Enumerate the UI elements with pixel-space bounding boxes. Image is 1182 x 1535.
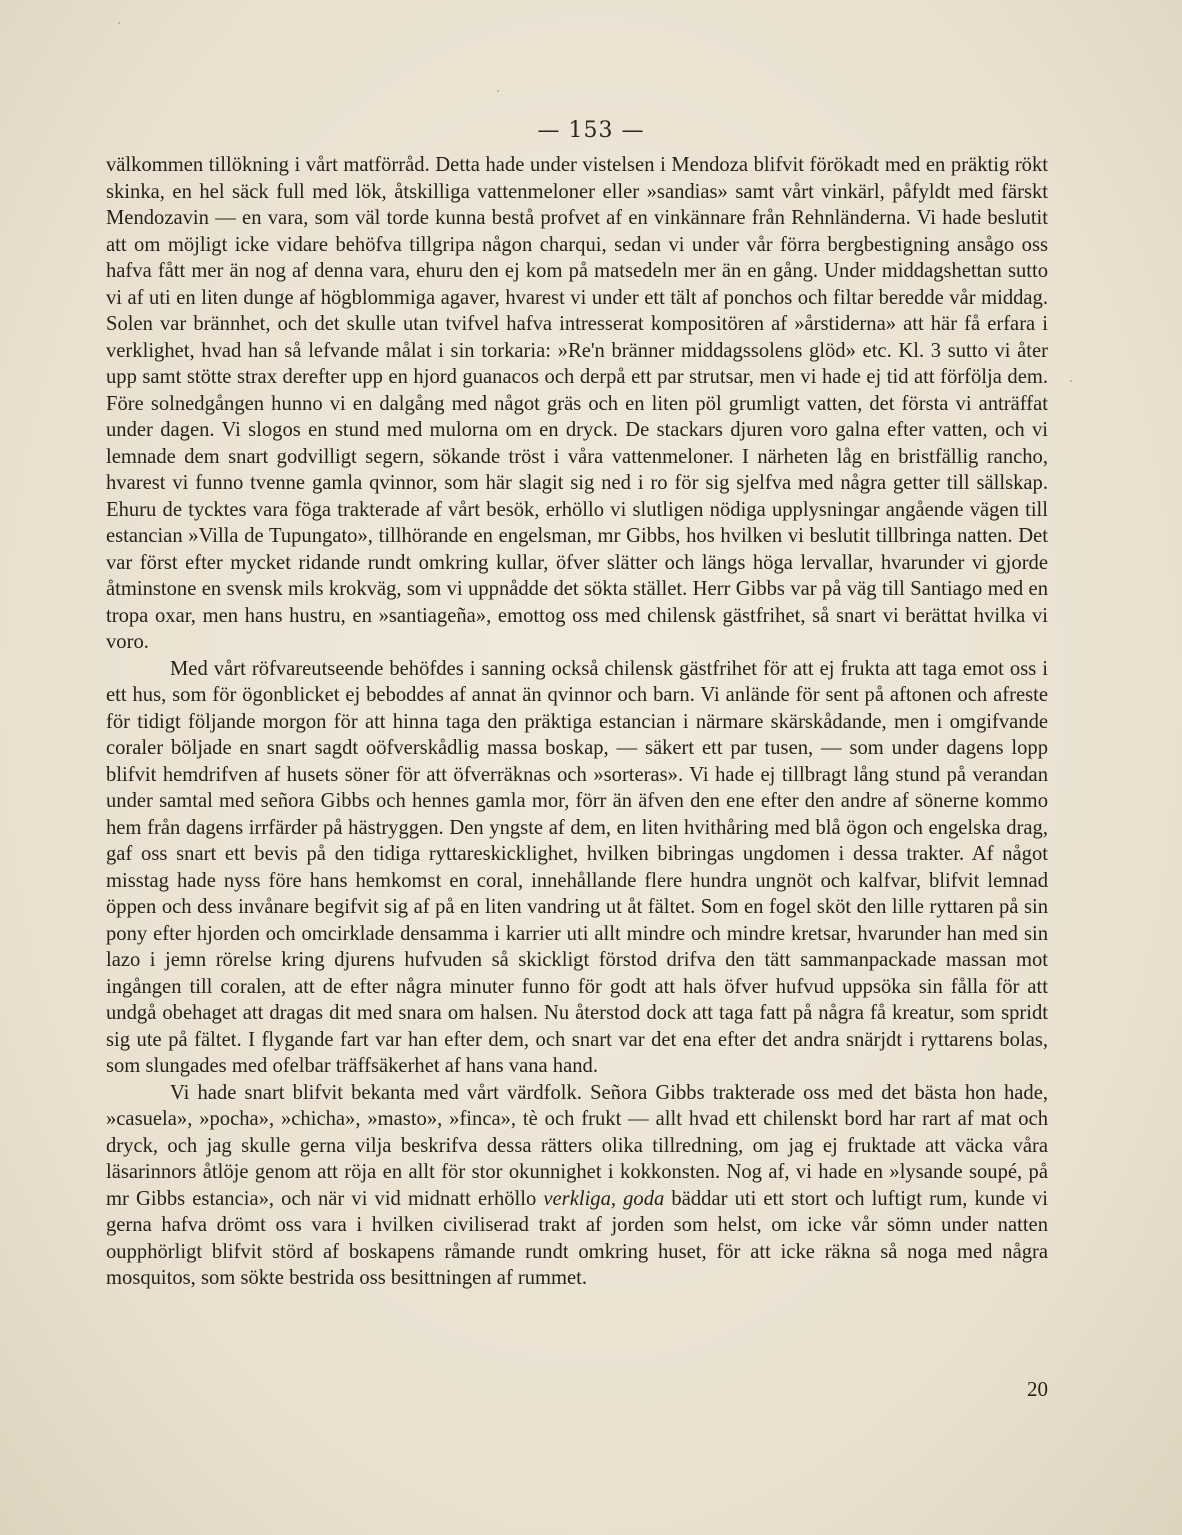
paragraph-1: välkommen tillökning i vårt matförråd. Detta hade under vistelsen i Mendoza blifvit förökadt med en präktig rökt skinka, en hel säck full med lök, åtskilliga vattenmeloner eller »sandias» samt vårt vinkärl, påfyldt med färskt Mendozavin — en vara, som väl torde kunna bestå profvet af en vinkännare från Rehnländerna. Vi hade beslutit att om möjligt icke vidare behöfva tillgripa någon charqui, sedan vi under vår förra bergbestigning ansågo oss hafva fått mer än nog af denna vara, ehuru den ej kom på matsedeln mer än en gång. Under middagshettan sutto vi af uti en liten dunge af högblommiga agaver, hvarest vi under ett tält af ponchos och filtar beredde vår middag. Solen var brännhet, och det skulle utan tvifvel hafva intresserat kompositören af »årstiderna» att här få erfara i verklighet, hvad han så lefvande målat i sin torkaria: »Re'n bränner middagssolens glöd» etc. Kl. 3 sutto vi åter upp samt stötte strax derefter upp en hjord guanacos och derpå ett par strutsar, men vi hade ej tid att förfölja dem. Före solnedgången hunno vi en dalgång med något gräs och en liten pöl grumligt vatten, det första vi anträffat under dagen. Vi slogos en stund med mulorna om en dryck. De stackars djuren voro galna efter vatten, och vi lemnade dem snart godvilligt segern, sökande tröst i våra vattenmeloner. I närheten låg en bristfällig rancho, hvarest vi funno tvenne gamla qvinnor, som här slagit sig ned i ro för sig sjelfva med några getter till sällskap. Ehuru de tycktes vara föga trakterade af vårt besök, erhöllo vi slutligen nödiga upplysningar angående vägen till estancian »Villa de Tupungato», tillhörande en engelsman, mr Gibbs, hos hvilken vi beslutit tillbringa natten. Det var först efter mycket ridande rundt omkring kullar, öfver slätter och längs höga lervallar, hvarunder vi gjorde åtminstone en svensk mils krokväg, som vi uppnådde det sökta stället. Herr Gibbs var på väg till Santiago med en tropa oxar, men hans hustru, en »santiageña», emottog oss med chilensk gästfrihet, så snart vi berättat hvilka vi voro. <box>106 154 1048 653</box>
paragraph-3-text-a: Vi hade snart blifvit bekanta med vårt värdfolk. Señora Gibbs trakterade oss med det bästa hon hade, »casuela», »pocha», »chicha», »masto», »finca», tè och frukt — allt hvad ett chilenskt bord har rart af mat och dryck, och jag skulle gerna vilja beskrifva dessa rätters olika tillredning, om jag ej fruktade att väcka våra läsarinnors åtlöje genom att röja en allt för stor okunnighet i kokkonsten. Nog af, vi hade en »lysande soupé, på mr Gibbs estancia», och när vi vid midnatt erhöllo <box>106 1081 1048 1210</box>
paper-speck <box>118 22 120 24</box>
paragraph-2: Med vårt röfvareutseende behöfdes i sanning också chilensk gästfrihet för att ej frukta att taga emot oss i ett hus, som för ögonblicket ej beboddes af annat än qvinnor och barn. Vi anlände för sent på aftonen och afreste för tidigt följande morgon för att hinna taga den präktiga estancian i närmare skärskådande, men i omgifvande coraler böljade en snart sagdt oöfverskådlig massa boskap, — säkert ett par tusen, — som under dagens lopp blifvit hemdrifven af husets söner för att öfverräknas och »sorteras». Vi hade ej tillbragt lång stund på verandan under samtal med señora Gibbs och hennes gamla mor, förr än äfven den ene efter den andre af sönerne kommo hem från dagens irrfärder på hästryggen. Den yngste af dem, en liten hvithåring med blå ögon och engelska drag, gaf oss snart ett bevis på den tidiga ryttareskicklighet, hvilken bibringas ungdomen i dessa trakter. Af något misstag hade nyss före hans hemkomst en coral, innehållande flere hundra ungnöt och kalfvar, blifvit lemnad öppen och dess invånare begifvit sig af på en liten vandring ut åt fältet. Som en fogel sköt den lille ryttaren på sin pony efter hjorden och omcirklade densamma i karrier uti allt mindre och mindre kretsar, hvarunder han med sin lazo i jemn rörelse kring djurens hufvuden så skickligt förstod drifva den tätt sammanpackade massan mot ingången till coralen, att de efter några minuter funno för godt att hals öfver hufvud uppsöka sin fålla för att undgå obehaget att dragas dit med snara om halsen. Nu återstod dock att taga fatt på några få kreatur, som spridt sig ute på fältet. I flygande fart var han efter dem, och snart var det ena efter det andra snärjdt i ryttarens bolas, som slungades med ofelbar träffsäkerhet af hans vana hand. <box>106 657 1048 1077</box>
paper-speck <box>1070 380 1072 382</box>
paper-speck <box>497 90 499 92</box>
paragraph-3-text-b: bäddar uti ett stort och luftigt rum, kunde vi gerna hafva drömt oss vara i hvilken civiliserad trakt af jorden som helst, om icke vår sömn under natten oupphörligt blifvit störd af boskapens råmande rundt omkring huset, för att icke räkna så noga med några mosquitos, som sökte bestrida oss besittningen af rummet. <box>106 1187 1048 1289</box>
body-text <box>106 152 1048 1292</box>
paragraph-3 <box>106 1080 1048 1292</box>
signature-mark: 20 <box>1027 1377 1048 1401</box>
paragraph-3-italic: verkliga, goda <box>543 1187 665 1210</box>
page-number: — 153 — <box>537 118 645 143</box>
